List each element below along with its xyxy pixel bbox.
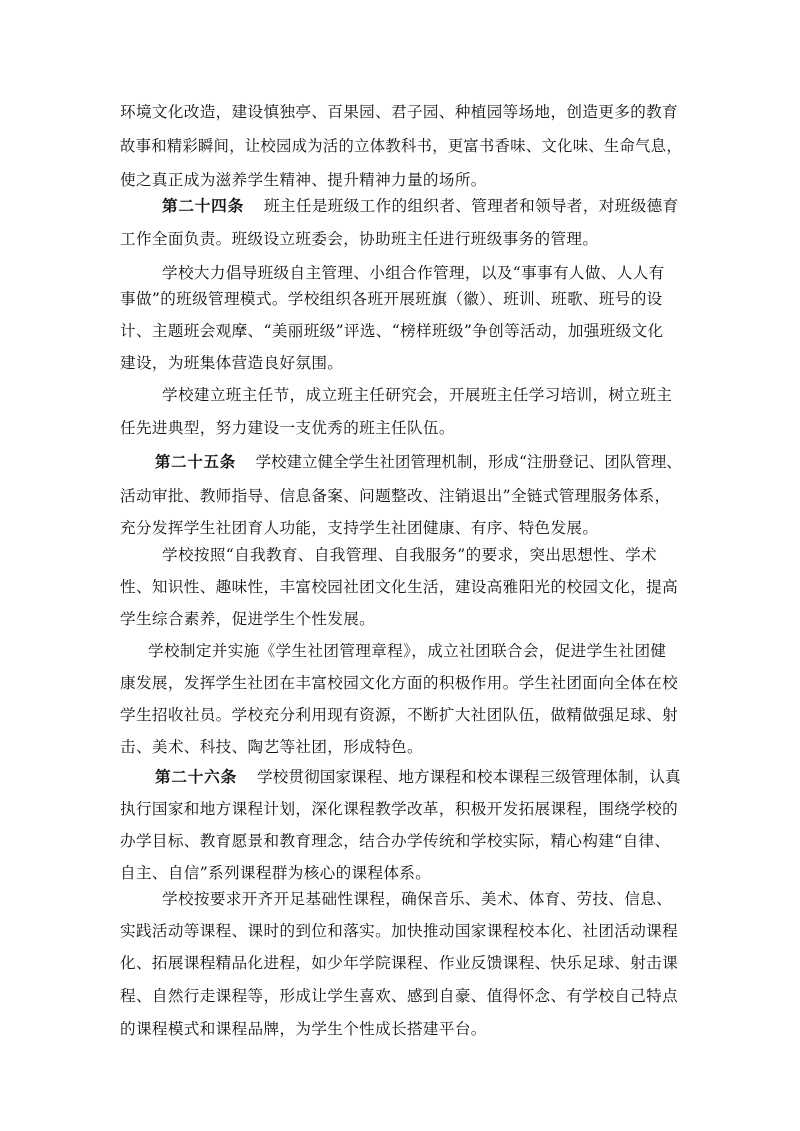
text-line: 性、知识性、趣味性，丰富校园社团文化生活，建设高雅阳光的校园文化，提高 (120, 578, 679, 596)
article-24-heading-line (162, 196, 679, 216)
text-line: 活动审批、教师指导、信息备案、问题整改、注销退出”全链式管理服务体系， (120, 487, 671, 505)
text-line: 击、美术、科技、陶艺等社团，形成特色。 (120, 738, 423, 756)
text-line: 办学目标、教育愿景和教育理念，结合办学传统和学校实际，精心构建“自律、 (120, 832, 671, 850)
text-line: 自主、自信”系列课程群为核心的课程体系。 (120, 864, 432, 882)
text-line: 康发展，发挥学生社团在丰富校园文化方面的积极作用。学生社团面向全体在校 (120, 674, 679, 692)
article-number: 第二十六条 (155, 768, 237, 786)
text-line: 任先进典型，努力建设一支优秀的班主任队伍。 (120, 419, 455, 437)
text-line: 环境文化改造，建设慎独亭、百果园、君子园、种植园等场地，创造更多的教育 (120, 103, 679, 121)
text-line: 实践活动等课程、课时的到位和落实。加快推动国家课程校本化、社团活动课程 (120, 922, 679, 940)
text-line: 学校制定并实施《学生社团管理章程》，成立社团联合会，促进学生社团健 (148, 642, 667, 660)
text-line: 学校建立班主任节，成立班主任研究会，开展班主任学习培训，树立班主 (162, 386, 673, 404)
text-line: 学生综合素养，促进学生个性发展。 (120, 610, 376, 628)
article-26-heading-line (155, 767, 681, 787)
text-line: 建设，为班集体营造良好氛围。 (120, 354, 344, 372)
text-segment: 班主任是班级工作的组织者、管理者和领导者，对班级德育 (263, 197, 679, 215)
article-number: 第二十四条 (162, 197, 244, 215)
text-line: 计、主题班会观摩、“美丽班级”评选、“榜样班级”争创等活动，加强班级文化 (120, 322, 664, 340)
text-segment: 学校贯彻国家课程、地方课程和校本课程三级管理体制，认真 (256, 768, 681, 786)
text-line: 学校按照“自我教育、自我管理、自我服务”的要求，突出思想性、学术 (162, 546, 657, 564)
text-segment: 学校建立健全学生社团管理机制，形成“注册登记、团队管理、 (255, 453, 682, 471)
text-line: 学生招收社员。学校充分利用现有资源，不断扩大社团队伍，做精做强足球、射 (120, 706, 679, 724)
article-25-heading-line (155, 452, 682, 472)
text-line: 使之真正成为滋养学生精神、提升精神力量的场所。 (120, 171, 487, 189)
text-line: 工作全面负责。班级设立班委会，协助班主任进行班级事务的管理。 (120, 230, 599, 248)
text-line: 事做”的班级管理模式。学校组织各班开展班旗（徽）、班训、班歌、班号的设 (120, 290, 663, 308)
text-line: 学校大力倡导班级自主管理、小组合作管理，以及“事事有人做、人人有 (162, 264, 665, 282)
text-line: 执行国家和地方课程计划，深化课程教学改革，积极开发拓展课程，围绕学校的 (120, 800, 679, 818)
text-line: 故事和精彩瞬间，让校园成为活的立体教科书，更富书香味、文化味、生命气息， (120, 137, 682, 155)
text-line: 学校按要求开齐开足基础性课程，确保音乐、美术、体育、劳技、信息、 (162, 890, 673, 908)
text-line: 化、拓展课程精品化进程，如少年学院课程、作业反馈课程、快乐足球、射击课 (120, 954, 679, 972)
text-line: 程、自然行走课程等，形成让学生喜欢、感到自豪、值得怀念、有学校自己特点 (120, 987, 679, 1005)
article-number: 第二十五条 (155, 453, 236, 471)
text-line: 充分发挥学生社团育人功能，支持学生社团健康、有序、特色发展。 (120, 519, 599, 537)
text-line: 的课程模式和课程品牌，为学生个性成长搭建平台。 (120, 1020, 487, 1038)
